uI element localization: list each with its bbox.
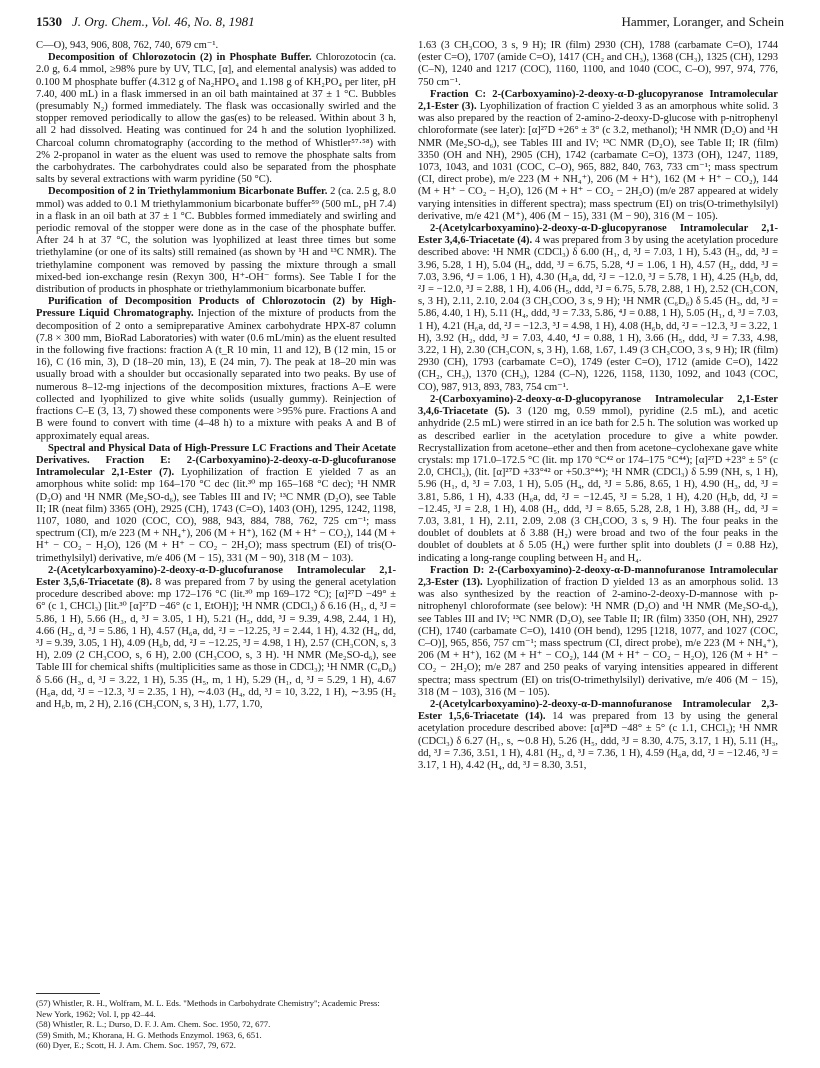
paragraph-heading: Fraction C: 2-(Carboxyamino)-2-deoxy-α-D-glucopyranose Intramolecular 2,1-Ester (3). bbox=[418, 88, 778, 113]
paragraph-text: 3 (120 mg, 0.59 mmol), pyridine (2.5 mL), and acetic anhydride (2.5 mL) were stirred in an ice bath for 2.5 h. The solution was worked up as described earlier in the acetylation procedure to give a white powder. Recrystallization from acetone–ether and then from acetone–cyclohexane gave white crystals: mp 171.0–172.5 °C (lit. mp 170 °C⁴² or 174–175 °C⁴⁴); [α]²⁷D +23° ± 5° (c 2.0, CHCl₃), (lit. [α]²⁷D +33°⁴² or +50.3°⁴⁴); ¹H NMR (CDCl₃) δ 5.99 (NH, s, 1 H), 5.96 (H₁, d, ³J = 7.03, 1 H), 5.05 (H₄, dd, ³J = 5.86, 8.65, 1 H), 4.90 (H₃, dd, ³J = 3.81, 5.86, 1 H), 4.33 (H₆a, dd, ²J = −12.45, ³J = 5.28, 1 H), 4.20 (H₆b, dd, ²J = −12.45, ³J = 2.8, 1 H), 4.08 (H₅, ddd, ³J = 8.65, 5.28, 2.8, 1 H), 3.88 (H₂, dd, ³J = 7.03, 3.81, 1 H), 2.11, 2.09, 2.08 (3 CH₃COO, 3 s, 9 H). The four peaks in the doublet of doublets at δ 3.88 (H₂) were broad and two of the four peaks in the doublet of doublets at δ 5.05 (H₄) were further split into doublets (J = 0.88 Hz), indicating a long-range coupling between H₂ and H₄. bbox=[418, 406, 778, 564]
paragraph-heading: 2-(Acetylcarboxyamino)-2-deoxy-α-D-glucofuranose Intramolecular 2,1-Ester 3,5,6-Triacetate (8). bbox=[36, 564, 396, 588]
paragraph bbox=[418, 89, 778, 223]
paragraph bbox=[36, 52, 396, 186]
paragraph-text: 1.63 (3 CH₃COO, 3 s, 9 H); IR (film) 2930 (CH), 1788 (carbamate C=O), 1744 (ester C=O), 1707 (amide C=O), 1417 (CH₂ and CH₃), 1368 (CH₃), 1325 (CH), 1293 (C–N), 1240 and 1217 (COC), 1160, 1100, and 1040 (COC, C–O), 997, 974, 776, 750 cm⁻¹. bbox=[418, 40, 778, 88]
paragraph-text: 2 (ca. 2.5 g, 8.0 mmol) was added to 0.1 M triethylammonium bicarbonate buffer⁵⁹ (500 mL, pH 7.4) in a flask in an oil bath at 37 ± 1 °C. Bubbles formed immediately and swirling and periodic removal of the stopper were done as in the case of the phosphate buffer. After 24 h at 37 °C, the solution was lyophilized at least three times but some triethylamine (or one of its salts) still remained (as shown by ¹H and ¹³C NMR). The triethylamine component was removed by passing the mixture through a small mixed-bed ion-exchange resin (Rexyn 300, H⁺-OH⁻ forms). See Table I for the distribution of products in phosphate or triethylammonium bicarbonate buffer. bbox=[36, 186, 397, 296]
footnote: (60) Dyer, E.; Scott, H. J. Am. Chem. Soc. 1957, 79, 672. bbox=[36, 1040, 236, 1051]
paragraph-heading: Fraction D: 2-(Carboxyamino)-2-deoxy-α-D-mannofuranose Intramolecular 2,3-Ester (13). bbox=[418, 564, 778, 588]
journal-citation: J. Org. Chem., Vol. 46, No. 8, 1981 bbox=[72, 14, 255, 29]
paragraph-heading: Spectral and Physical Data of High-Pressure LC Fractions and Their Acetate Derivatives. Fraction E: 2-(Carboxyamino)-2-deoxy-α-D-glucofuranose Intramolecular 2,1-Ester (7). bbox=[36, 442, 396, 479]
paragraph bbox=[418, 223, 778, 394]
paragraph bbox=[418, 699, 778, 772]
paragraph-heading: 2-(Acetylcarboxyamino)-2-deoxy-α-D-mannofuranose Intramolecular 2,3-Ester 1,5,6-Triacetate (14). bbox=[418, 698, 778, 723]
paragraph-text: Chlorozotocin (ca. 2.0 g, 6.4 mmol, ≥98% pure by UV, TLC, [α], and elemental analysis) was added to 0.100 M phosphate buffer (4.312 g of Na₂HPO₄ and 1.198 g of KH₂PO₄ per liter, pH 7.40, 400 mL) in a flask immersed in an oil bath maintained at 37 ± 1 °C. Bubbles (presumably N₂) formed immediately. The flask was occasionally swirled and the stopper removed periodically to allow the gas(es) to be released. Within about 3 h, all 2 had dissolved. Heating was continued for 24 h and the solution lyophilized. Charcoal column chromatography (according to the method of Whistler⁵⁷·⁵⁸) with 2% 2-propanol in water as the eluent was used to remove the phosphate salts from the carbohydrates. The carbohydrates could also be separated from the phosphate salts by several extractions with warm pyridine (50 °C). bbox=[36, 52, 396, 186]
paragraph-heading: Purification of Decomposition Products of Chlorozotocin (2) by High-Pressure Liquid Chromatography. bbox=[36, 296, 396, 320]
footnote: (59) Smith, M.; Khorana, H. G. Methods Enzymol. 1963, 6, 651. bbox=[36, 1029, 262, 1040]
paragraph-heading: 2-(Carboxyamino)-2-deoxy-α-D-glucopyranose Intramolecular 2,1-Ester 3,4,6-Triacetate (5). bbox=[418, 393, 778, 418]
paragraph-heading: Decomposition of 2 in Triethylammonium Bicarbonate Buffer. bbox=[48, 186, 328, 198]
footnote: (57) Whistler, R. H., Wolfram, M. L. Eds. "Methods in Carbohydrate Chemistry"; Academic Press: New York, 1962; Vol. I, pp 42–44. bbox=[36, 998, 380, 1019]
paragraph-text: 4 was prepared from 3 by using the acetylation procedure described above: ¹H NMR (CDCl₃) δ 6.00 (H₁, d, ³J = 7.03, 1 H), 5.43 (H₃, dd, ³J = 3.96, 5.28, 1 H), 5.04 (H₄, ddd, ³J = 6.75, 5.28, ⁴J = 1.06, 1 H), 4.57 (H₂, ddd, ³J = 7.03, 3.96, ⁴J = 1.06, 1 H), 4.30 (H₆a, dd, ²J = −12.0, ³J = 5.78, 1 H), 4.25 (H₆b, dd, ²J = −12.0, ³J = 2.88, 1 H), 4.06 (H₅, ddd, ³J = 6.75, 5.78, 2.88, 1 H), 2.52 (CH₃CON, s, 3 H), 2.11, 2.10, 2.04 (3 CH₃COO, 3 s, 9 H); ¹H NMR (C₆D₆) δ 5.45 (H₃, dd, ³J = 5.86, 4.40, 1 H), 5.11 (H₄, ddd, ³J = 7.33, 5.86, ⁴J = 0.88, 1 H), 5.05 (H₁, d, ³J = 7.03, 1 H), 4.21 (H₆a, dd, ²J = −12.3, ³J = 4.98, 1 H), 4.08 (H₆b, dd, ²J = −12.3, ³J = 3.22, 1 H), 3.92 (H₂, ddd, ³J = 7.03, 4.40, ⁴J = 0.88, 1 H), 3.66 (H₅, ddd, ³J = 7.33, 4.98, 3.22, 1 H), 2.30 (CH₃CON, s, 3 H), 1.68, 1.67, 1.49 (3 CH₃COO, 3 s, 9 H); IR (film) 2930 (CH), 1793 (carbamate C=O), 1749 (ester C=O), 1712 (amide C=O), 1422 (CH₂, CH₃), 1370 (CH₃), 1284 (C–N), 1226, 1158, 1130, 1092, and 1043 (COC, CO), 987, 913, 893, 783, 754 cm⁻¹. bbox=[418, 235, 779, 393]
paragraph bbox=[36, 565, 396, 711]
paragraph bbox=[36, 186, 396, 296]
running-authors: Hammer, Loranger, and Schein bbox=[621, 14, 784, 29]
right-column bbox=[418, 40, 778, 772]
paragraph-text: Lyophilization of fraction D yielded 13 as an amorphous solid. 13 was also synthesized by the reaction of 2-amino-2-deoxy-D-mannose with p-nitrophenyl chloroformate (see below): ¹H NMR (D₂O) and ¹H NMR (Me₂SO-d₆), see Tables III and IV; ¹³C NMR (D₂O), see Table II; IR (film) 3350 (OH, NH), 2927 (CH), 1740 (carbamate C=O), 1410 (OH bend), 1295 [1218, 1077, and 1027 (COC, C–O)], 965, 856, 757 cm⁻¹; mass spectrum (CI, direct probe), m/e 223 (M + NH₄⁺), 206 (M + H⁺), 162 (M + H⁺ − CO₂), 144 (M + H⁺ − CO₂ − H₂O), 126 (M + H⁺ − CO₂ − 2H₂O); m/e 287 and 250 peaks of varying intensities appeared in different spectra; mass spectrum (EI) on tris(O-trimethylsilyl) derivative, m/e 406 (M − 15), 318 (M − 103), 316 (M − 105). bbox=[418, 576, 778, 698]
left-column bbox=[36, 40, 396, 711]
continued-text bbox=[36, 40, 396, 52]
paragraph-text: Injection of the mixture of products from the decomposition of 2 onto a semipreparative Aminex carbohydrate HPX-87 column (7.8 × 300 mm, BioRad Laboratories) with water (0.6 mL/min) as the eluent resulted in the following five fractions: fraction A (t_R 10 min, 11 and 12), B (12 min, 15 or 16), C (16 min, 3), D (18–20 min, 13), E (24 min, 7). The peak at 18–20 min was usually broad with a shoulder but occasionally separated into two peaks. By use of numerous 8–12-mg injections of the decomposition mixtures, fractions A–E were collected and lyophilized to give white solids (usually gummy). Reinjection of fractions C–E (3, 13, 7) showed these components were >95% pure. Fractions A and B were found to convert with time (4–48 h) to a mixture with peaks A and B of approximately equal areas. bbox=[36, 308, 396, 442]
paragraph-text: Lyophilization of fraction E yielded 7 as an amorphous white solid: mp 164–170 °C dec (lit.³⁰ mp 165–168 °C dec); ¹H NMR (D₂O) and ¹H NMR (Me₂SO-d₆), see Tables III and IV; ¹³C NMR (D₂O), see Table II; IR (neat film) 3365 (OH), 2925 (CH), 1743 (C=O), 1403 (OH), 1295, 1242, 1198, 1107, 1080, and 1020 (COC, CO), 988, 943, 884, 788, 762, 725 cm⁻¹; mass spectrum (CI), m/e 223 (M + NH₄⁺), 206 (M + H⁺), 162 (M + H⁺ − CO₂), 144 (M + H⁺ − CO₂ − H₂O), 126 (M + H⁺ − CO₂ − 2H₂O); mass spectrum (EI) of tris(O-trimethylsilyl) derivative, m/e 406 (M − 15), 331 (M − 90), 318 (M − 103). bbox=[36, 467, 396, 564]
footnote: (58) Whistler, R. L.; Durso, D. F. J. Am. Chem. Soc. 1950, 72, 677. bbox=[36, 1019, 271, 1030]
paragraph bbox=[36, 443, 396, 565]
paragraph-text: 8 was prepared from 7 by using the general acetylation procedure described above: mp 172–176 °C (lit.³⁰ mp 169–172 °C); [α]²⁷D −49° ± 6° (c 1, CHCl₃) [lit.³⁰ [α]²⁷D −46° (c 1, EtOH)]; ¹H NMR (CDCl₃) δ 6.16 (H₁, d, ³J = 5.86, 1 H), 5.66 (H₃, d, ³J = 3.05, 1 H), 5.21 (H₅, ddd, ³J = 9.39, 4.98, 2.44, 1 H), 4.66 (H₂, d, ³J = 5.86, 1 H), 4.57 (H₆a, dd, ²J = −12.25, ³J = 2.44, 1 H), 4.32 (H₄, dd, ³J = 9.39, 3.05, 1 H), 4.09 (H₆b, dd, ²J = −12.25, ³J = 4.98, 1 H), 2.57 (CH₃CON, s, 3 H), 2.09 (2 CH₃COO, s, 6 H), 2.00 (CH₃COO, s, 3 H). ¹H NMR (Me₂SO-d₆), see Table III for chemical shifts (multiplicities same as those in CDCl₃); ¹H NMR (C₆D₆) δ 5.66 (H₃, d, ³J = 3.22, 1 H), 5.35 (H₅, m, 1 H), 5.29 (H₁, d, ³J = 5.29, 1 H), 4.67 (H₆a, dd, ²J = −12.3, ³J = 2.35, 1 H), ∼4.03 (H₄, dd, ³J = 10, 3.22, 1 H), ∼3.95 (H₂ and H₆b, m, 2 H), 2.16 (CH₃CON, s, 3 H), 1.77, 1.70, bbox=[36, 576, 396, 710]
paragraph bbox=[418, 394, 778, 565]
continued-text bbox=[418, 40, 778, 89]
paragraph-text: Lyophilization of fraction C yielded 3 as an amorphous white solid. 3 was also prepared by the reaction of 2-amino-2-deoxy-D-glucose with p-nitrophenyl chloroformate (see later): [α]²⁷D +26° ± 3° (c 3.2, methanol); ¹H NMR (D₂O) and ¹H NMR (Me₂SO-d₆), see Tables III and IV; ¹³C NMR (D₂O), see Table II; IR (film) 3350 (OH and NH), 2905 (CH), 1742 (carbamate C=O), 1373 (OH), 1247, 1189, 1073, 1043, and 1031 (COC, C–O), 965, 882, 840, 763, 733 cm⁻¹; mass spectrum (CI, direct probe), m/e 223 (M + NH₄⁺), 206 (M + H⁺), 162 (M + H⁺ − CO₂), 144 (M + H⁺ − CO₂ − H₂O), 126 (M + H⁺ − CO₂ − 2H₂O) (m/e 287 appeared at widely varying intensities in different spectra); mass spectrum (EI) on tris(O-trimethylsilyl) derivative, m/e 421 (M⁺), 406 (M − 15), 331 (M − 90), 316 (M − 105). bbox=[418, 101, 778, 222]
paragraph-text: C—O), 943, 906, 808, 762, 740, 679 cm⁻¹. bbox=[36, 40, 219, 51]
footnotes bbox=[36, 993, 396, 1051]
paragraph-heading: Decomposition of Chlorozotocin (2) in Phosphate Buffer. bbox=[48, 52, 312, 64]
paragraph bbox=[36, 296, 396, 442]
page-number: 1530 bbox=[36, 14, 62, 29]
paragraph-heading: 2-(Acetylcarboxyamino)-2-deoxy-α-D-glucopyranose Intramolecular 2,1-Ester 3,4,6-Triacetate (4). bbox=[418, 223, 778, 247]
paragraph-text: 14 was prepared from 13 by using the general acetylation procedure described above: [α]²⁸D −48° ± 5° (c 1.1, CHCl₃); ¹H NMR (CDCl₃) δ 6.27 (H₁, s, ∼0.8 H), 5.26 (H₅, ddd, ³J = 8.30, 4.75, 3.17, 1 H), 5.11 (H₃, dd, ³J = 7.36, 3.51, 1 H), 4.81 (H₂, d, ³J = 7.36, 1 H), 4.59 (H₆a, dd, ²J = −12.46, ³J = 3.17, 1 H), 4.42 (H₄, dd, ³J = 8.30, 3.51, bbox=[418, 711, 779, 771]
footnote-rule bbox=[36, 993, 100, 994]
paragraph bbox=[418, 565, 778, 699]
page-header bbox=[36, 14, 784, 34]
